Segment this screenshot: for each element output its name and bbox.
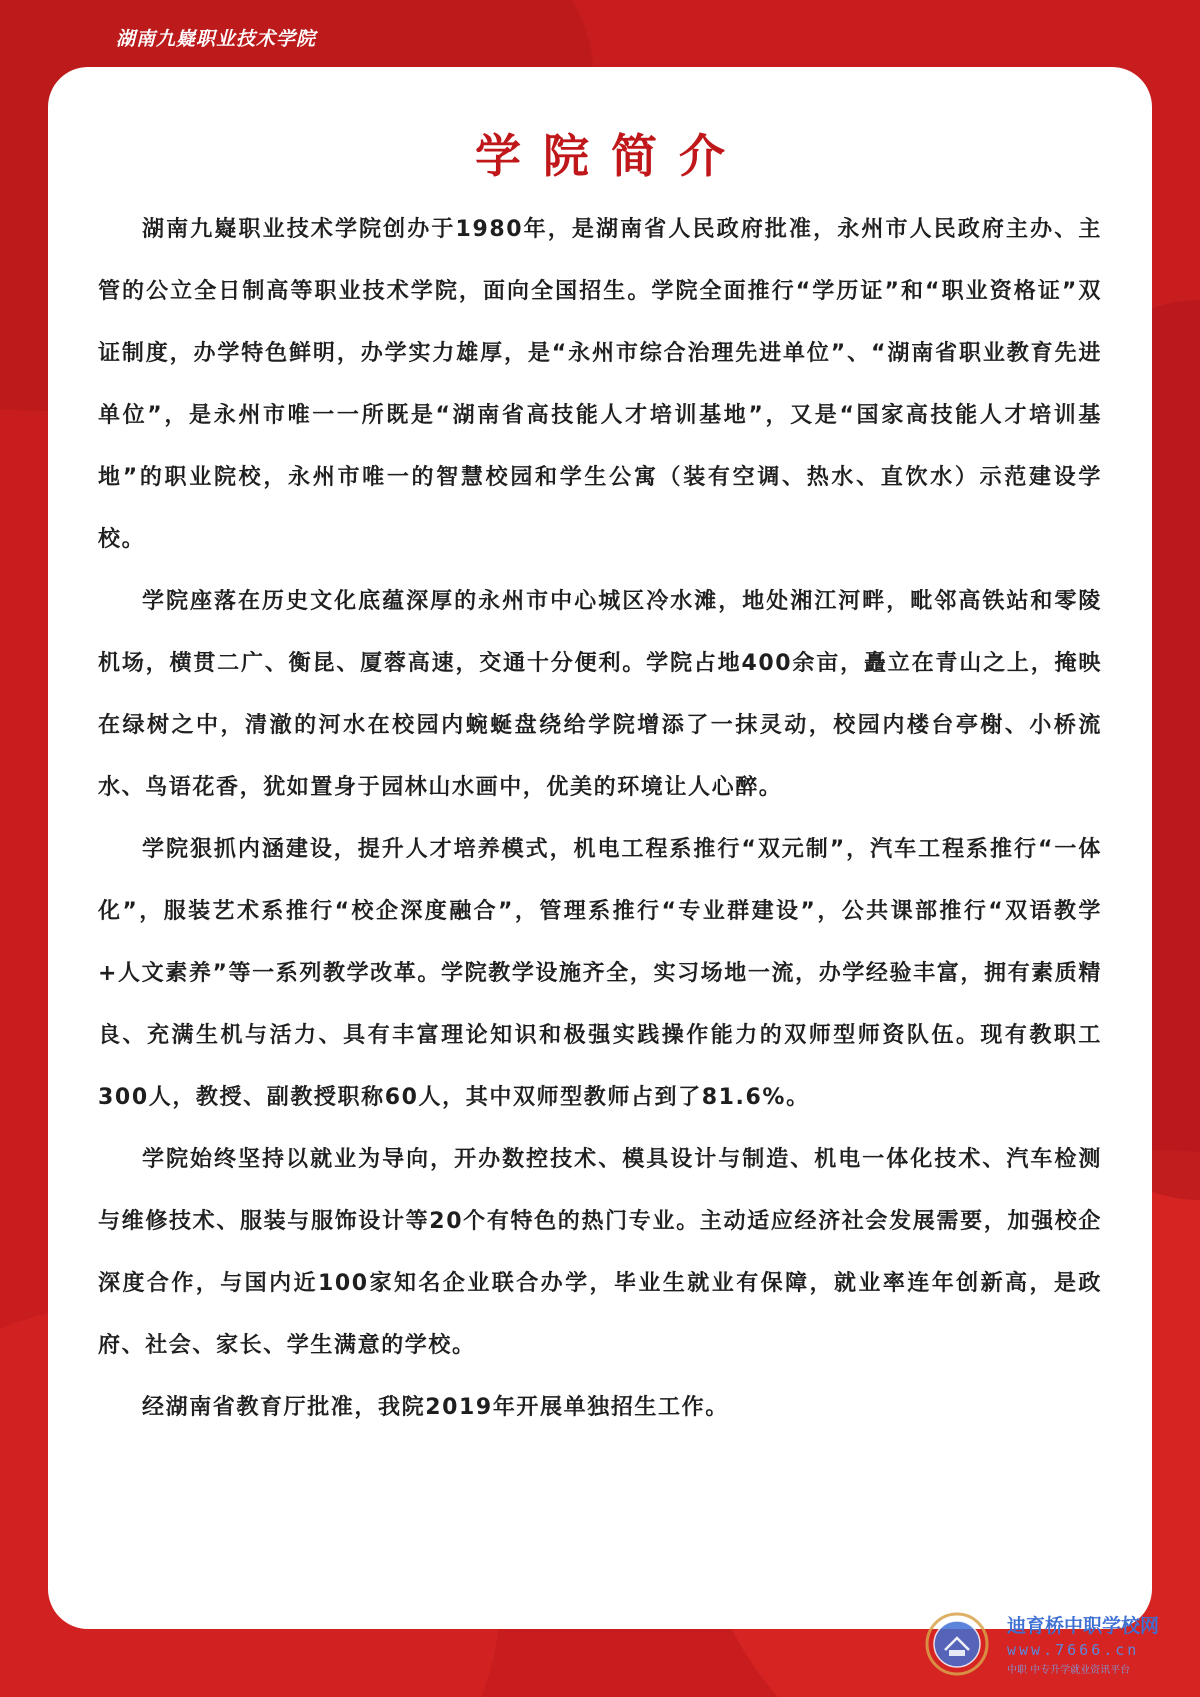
watermark-url: www.7666.cn bbox=[1007, 1641, 1140, 1659]
content-card bbox=[48, 67, 1152, 1629]
watermark-site-name: 迪育桥中职学校网 bbox=[1007, 1615, 1160, 1637]
paragraph-campus: 学院座落在历史文化底蕴深厚的永州市中心城区冷水滩，地处湘江河畔，毗邻高铁站和零陵机场，横贯二广、衡昆、厦蓉高速，交通十分便利。学院占地400余亩，矗立在青山之上，掩映在绿树之中，清澈的河水在校园内蜿蜒盘绕给学院增添了一抹灵动，校园内楼台亭榭、小桥流水、鸟语花香，犹如置身于园林山水画中，优美的环境让人心醉。 bbox=[98, 589, 1102, 800]
paragraph-teaching: 学院狠抓内涵建设，提升人才培养模式，机电工程系推行“双元制”，汽车工程系推行“一体化”，服装艺术系推行“校企深度融合”，管理系推行“专业群建设”，公共课部推行“双语教学+人文素养”等一系列教学改革。学院教学设施齐全，实习场地一流，办学经验丰富，拥有素质精良、充满生机与活力、具有丰富理论知识和极强实践操作能力的双师型师资队伍。现有教职工300人，教授、副教授职称60人，其中双师型教师占到了81.6%。 bbox=[98, 837, 1102, 1110]
paragraph-enrollment: 经湖南省教育厅批准，我院2019年开展单独招生工作。 bbox=[142, 1395, 729, 1420]
site-watermark bbox=[925, 1608, 1180, 1690]
page-title: 学院简介 bbox=[475, 129, 747, 183]
introduction-body bbox=[98, 199, 1102, 1439]
paragraph-history: 湖南九嶷职业技术学院创办于1980年，是湖南省人民政府批准，永州市人民政府主办、主管的公立全日制高等职业技术学院，面向全国招生。学院全面推行“学历证”和“职业资格证”双证制度，办学特色鲜明，办学实力雄厚，是“永州市综合治理先进单位”、“湖南省职业教育先进单位”，是永州市唯一一所既是“湖南省高技能人才培训基地”，又是“国家高技能人才培训基地”的职业院校，永州市唯一的智慧校园和学生公寓（装有空调、热水、直饮水）示范建设学校。 bbox=[98, 217, 1102, 552]
seal-icon bbox=[925, 1612, 989, 1676]
paragraph-majors: 学院始终坚持以就业为导向，开办数控技术、模具设计与制造、机电一体化技术、汽车检测与维修技术、服装与服饰设计等20个有特色的热门专业。主动适应经济社会发展需要，加强校企深度合作，与国内近100家知名企业联合办学，毕业生就业有保障，就业率连年创新高，是政府、社会、家长、学生满意的学校。 bbox=[98, 1147, 1102, 1358]
watermark-slogan: 中职 中专升学就业资讯平台 bbox=[1007, 1665, 1131, 1676]
school-name-header: 湖南九嶷职业技术学院 bbox=[116, 28, 317, 50]
